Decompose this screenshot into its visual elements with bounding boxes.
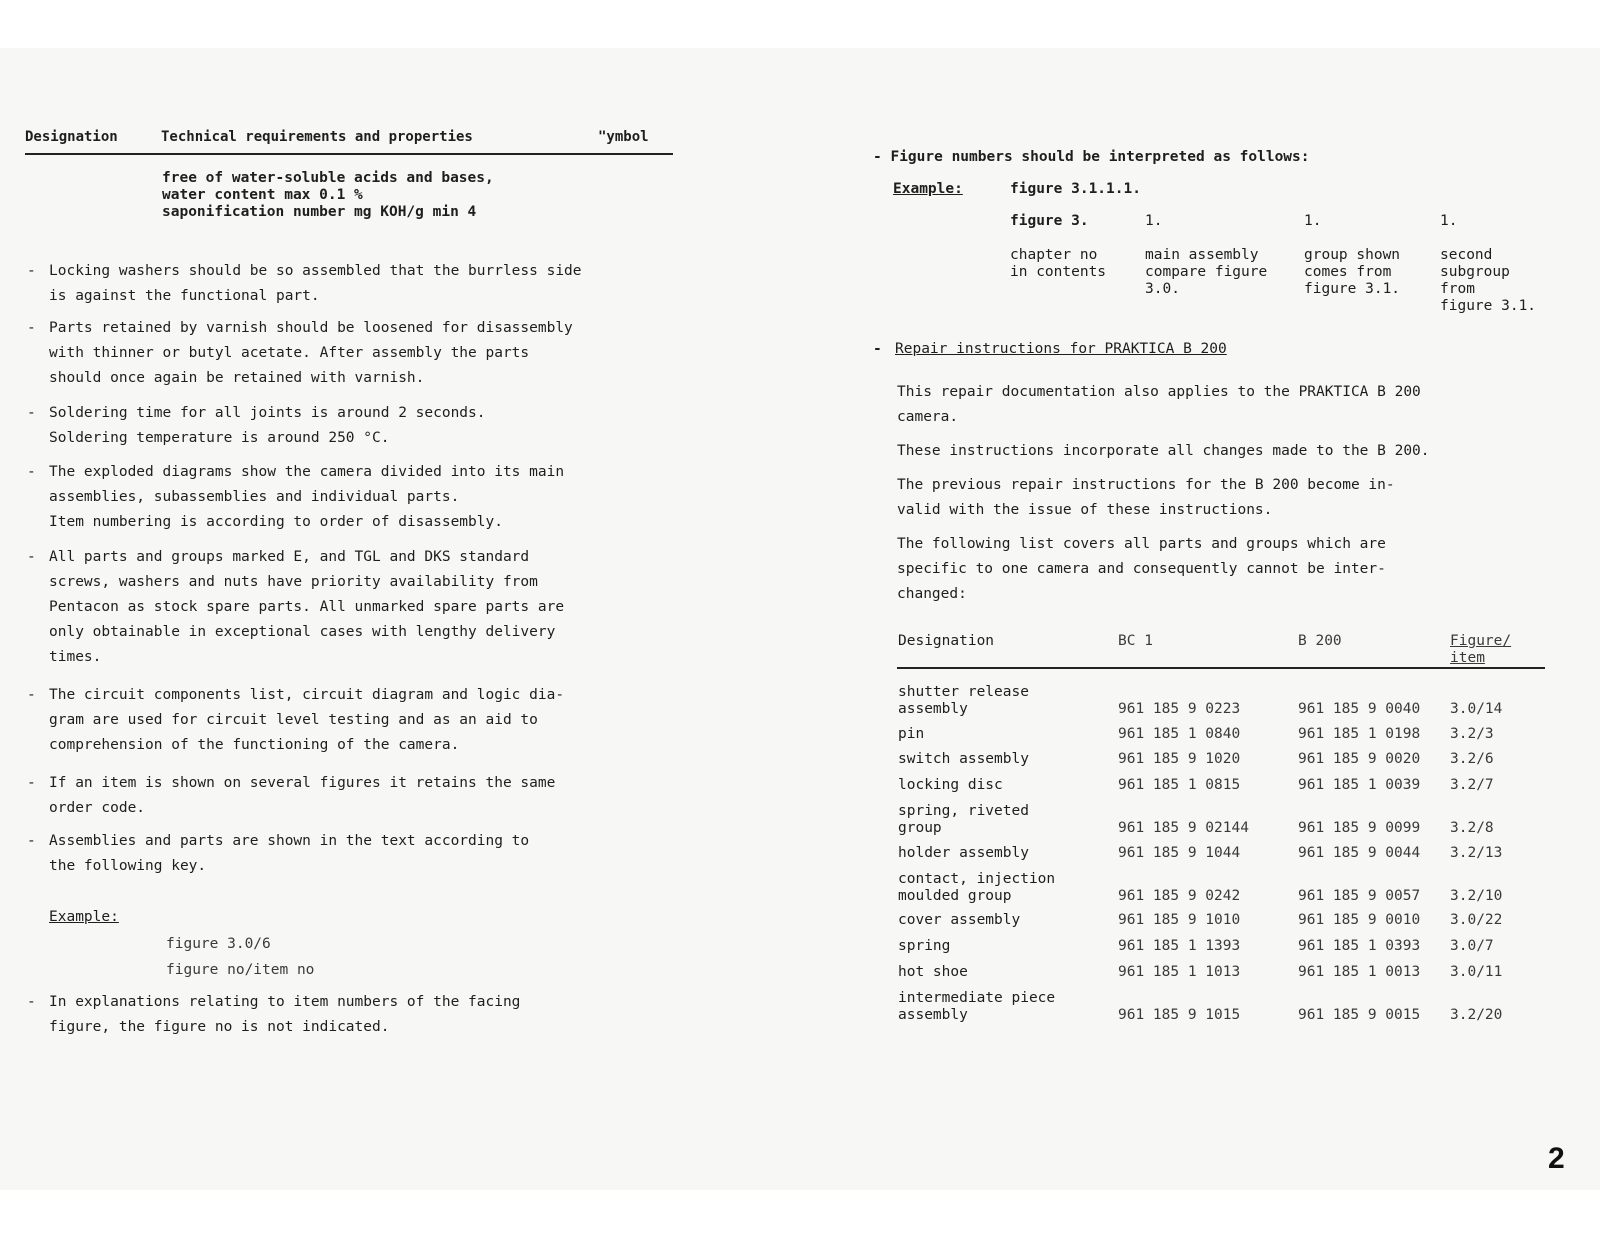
bullet-line: the following key. [49,858,207,874]
cell-figure-item: 3.0/7 [1450,938,1494,954]
cell-b200-code: 961 185 9 0040 [1298,701,1421,717]
cell-b200-code: 961 185 1 0198 [1298,726,1421,742]
bullet-item [27,683,687,758]
bullet-dash: - [27,549,36,565]
bullet-line: Soldering time for all joints is around 2 seconds. [49,405,486,421]
bullet-dash: - [27,263,36,279]
cell-figure-item: 3.2/10 [1450,888,1503,904]
cell-designation: switch assembly [898,751,1029,767]
example-label: Example: [49,909,119,925]
paragraph-line: The previous repair instructions for the B 200 become in- [897,477,1395,493]
cell-figure-item: 3.2/13 [1450,845,1503,861]
cell-designation: pin [898,726,925,742]
bullet-item [27,829,687,879]
column-header-b200: B 200 [1298,633,1342,649]
column-header-figure: Figure/ item [1450,633,1512,666]
bullet-line: The circuit components list, circuit diagram and logic dia- [49,687,565,703]
bullet-line: In explanations relating to item numbers of the facing [49,994,521,1010]
bullet-item [27,460,687,535]
repair-paragraphs [897,380,1430,607]
bullet-line: order code. [49,800,146,816]
cell-figure-item: 3.2/8 [1450,820,1494,836]
cell-figure-item: 3.0/11 [1450,964,1503,980]
bullet-line: times. [49,649,102,665]
spec-block [162,170,494,221]
bullet-line: comprehension of the functioning of the camera. [49,737,460,753]
header-designation: Designation [25,129,118,145]
bullet-line: Pentacon as stock spare parts. All unmarked spare parts are [49,599,565,615]
bullet-line: should once again be retained with varnish. [49,370,425,386]
figure-part-main: 1. [1145,213,1163,229]
cell-b200-code: 961 185 9 0015 [1298,1007,1421,1023]
header-rule [25,153,673,155]
cell-bc1-code: 961 185 9 1044 [1118,845,1241,861]
bottom-margin [0,1190,1600,1237]
bullet-line: assemblies, subassemblies and individual parts. [49,489,460,505]
cell-bc1-code: 961 185 9 1020 [1118,751,1241,767]
bullet-line: Locking washers should be so assembled that the burrless side [49,263,582,279]
cell-bc1-code: 961 185 9 1015 [1118,1007,1241,1023]
bullet-line: Assemblies and parts are shown in the text according to [49,833,530,849]
bullet-line: is against the functional part. [49,288,320,304]
cell-b200-code: 961 185 1 0013 [1298,964,1421,980]
bullet-line: with thinner or butyl acetate. After assembly the parts [49,345,530,361]
paragraph-line: specific to one camera and consequently cannot be inter- [897,561,1386,577]
bullet-item [27,259,687,309]
repair-heading: Repair instructions for PRAKTICA B 200 [895,341,1227,357]
header-requirements: Technical requirements and properties [161,129,473,145]
bullet-line: All parts and groups marked E, and TGL and DKS standard [49,549,530,565]
column-header-designation: Designation [898,633,995,649]
spec-line: free of water-soluble acids and bases, [162,170,494,186]
bullet-dash: - [27,775,36,791]
cell-designation: hot shoe [898,964,968,980]
figure-part-group: 1. [1304,213,1322,229]
cell-figure-item: 3.0/22 [1450,912,1503,928]
figure-part-chapter: figure 3. [1010,213,1089,229]
cell-designation: intermediate piece assembly [898,990,1056,1023]
bullet-dash: - [27,833,36,849]
cell-figure-item: 3.2/20 [1450,1007,1503,1023]
bullet-dash: - [27,994,36,1010]
cell-figure-item: 3.2/6 [1450,751,1494,767]
paragraph-line: valid with the issue of these instructions. [897,502,1273,518]
bullet-line: If an item is shown on several figures it retains the same [49,775,556,791]
cell-bc1-code: 961 185 1 1393 [1118,938,1241,954]
table-rule [897,667,1545,669]
table-header [898,633,1548,669]
bullet-line: gram are used for circuit level testing and as an aid to [49,712,538,728]
bullet-item [27,545,687,670]
figure-example: figure 3.1.1.1. [1010,181,1141,197]
figure-intro: - Figure numbers should be interpreted as follows: [873,149,1310,165]
paragraph-line: camera. [897,409,959,425]
figure-desc-subgroup: second subgroup from figure 3.1. [1440,247,1537,314]
header-symbol: "ymbol [598,129,649,145]
cell-b200-code: 961 185 9 0010 [1298,912,1421,928]
cell-b200-code: 961 185 1 0039 [1298,777,1421,793]
cell-bc1-code: 961 185 9 0242 [1118,888,1241,904]
cell-designation: spring [898,938,951,954]
bullet-line: figure, the figure no is not indicated. [49,1019,390,1035]
bullet-line: Soldering temperature is around 250 °C. [49,430,390,446]
bullet-line: Parts retained by varnish should be loosened for disassembly [49,320,573,336]
figure-desc-group: group shown comes from figure 3.1. [1304,247,1401,297]
cell-bc1-code: 961 185 1 0840 [1118,726,1241,742]
repair-dash: - [873,341,882,357]
example-line: figure no/item no [166,962,315,978]
cell-figure-item: 3.0/14 [1450,701,1503,717]
figure-example-label: Example: [893,181,963,197]
page-number: 2 [1548,1142,1565,1175]
bullet-dash: - [27,405,36,421]
cell-b200-code: 961 185 9 0020 [1298,751,1421,767]
bullet-line: Item numbering is according to order of disassembly. [49,514,503,530]
cell-bc1-code: 961 185 1 0815 [1118,777,1241,793]
spec-line: water content max 0.1 % [162,187,363,203]
bullet-line: The exploded diagrams show the camera divided into its main [49,464,565,480]
cell-designation: cover assembly [898,912,1021,928]
figure-desc-chapter: chapter no in contents [1010,247,1107,280]
cell-figure-item: 3.2/3 [1450,726,1494,742]
bullet-line: screws, washers and nuts have priority availability from [49,574,538,590]
cell-b200-code: 961 185 9 0099 [1298,820,1421,836]
cell-b200-code: 961 185 9 0057 [1298,888,1421,904]
figure-desc-main: main assembly compare figure 3.0. [1145,247,1268,297]
bullet-dash: - [27,687,36,703]
column-header-bc1: BC 1 [1118,633,1153,649]
cell-bc1-code: 961 185 1 1013 [1118,964,1241,980]
bullet-line: only obtainable in exceptional cases with lengthy delivery [49,624,556,640]
paragraph-line: changed: [897,586,967,602]
figure-part-subgroup: 1. [1440,213,1458,229]
cell-bc1-code: 961 185 9 02144 [1118,820,1249,836]
cell-designation: holder assembly [898,845,1029,861]
top-margin [0,0,1600,48]
cell-designation: spring, riveted group [898,803,1029,836]
cell-bc1-code: 961 185 9 0223 [1118,701,1241,717]
bullet-item [27,771,687,821]
spec-line: saponification number mg KOH/g min 4 [162,204,477,220]
cell-b200-code: 961 185 9 0044 [1298,845,1421,861]
cell-figure-item: 3.2/7 [1450,777,1494,793]
bullet-item [27,401,687,451]
cell-designation: contact, injection moulded group [898,871,1056,904]
cell-b200-code: 961 185 1 0393 [1298,938,1421,954]
cell-designation: locking disc [898,777,1003,793]
last-bullet [27,990,687,1040]
paragraph-line: This repair documentation also applies to the PRAKTICA B 200 [897,384,1421,400]
bullet-dash: - [27,320,36,336]
bullet-item [27,316,687,391]
cell-designation: shutter release assembly [898,684,1029,717]
example-line: figure 3.0/6 [166,936,271,952]
paragraph-line: These instructions incorporate all changes made to the B 200. [897,443,1430,459]
cell-bc1-code: 961 185 9 1010 [1118,912,1241,928]
bullet-dash: - [27,464,36,480]
paragraph-line: The following list covers all parts and groups which are [897,536,1386,552]
